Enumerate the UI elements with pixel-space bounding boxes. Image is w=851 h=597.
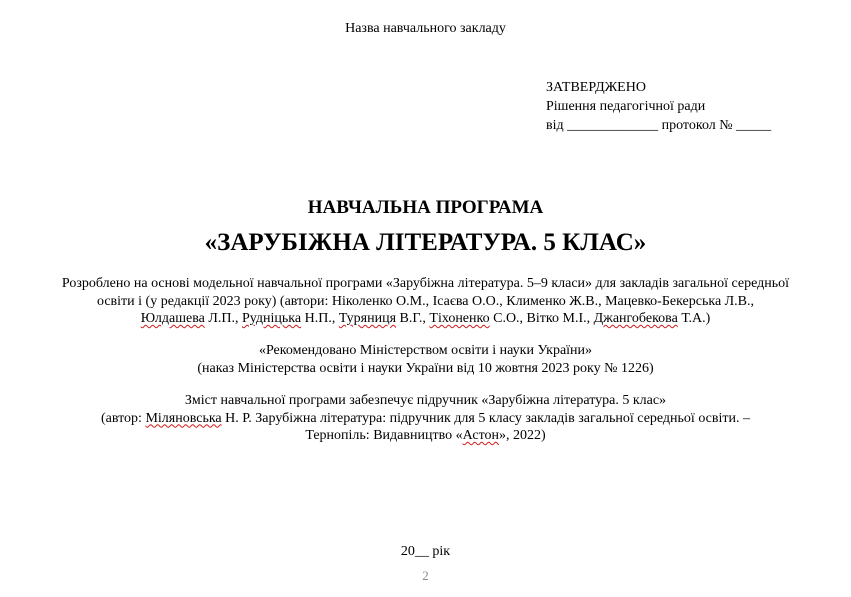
textbook-paragraph [0,392,851,445]
author-name-spellcheck: Рудніцька [242,311,302,326]
program-title: НАВЧАЛЬНА ПРОГРАМА [307,197,544,218]
development-line-2 [0,293,851,311]
author-name-spellcheck: Туряниця [338,311,397,326]
textbook-text: Н. Р. Зарубіжна література: підручник для 5 класу закладів загальної середньої освіти. – [221,410,750,426]
textbook-line-3 [0,427,851,445]
development-paragraph [0,275,851,328]
approval-heading: ЗАТВЕРДЖЕНО [546,80,646,95]
textbook-text: », 2022) [499,428,546,443]
author-name-spellcheck: Джангобекова [593,311,678,326]
approval-protocol-line: від _____________ протокол № _____ [546,118,772,133]
textbook-line-2 [0,410,851,428]
course-title: «ЗАРУБІЖНА ЛІТЕРАТУРА. 5 КЛАС» [204,229,647,256]
development-line-2-text: освіти і (у редакції 2023 року) (автори: Ніколенко О.М., Ісаєва О.О., Клименко Ж.В., Мацевко-Бекерська Л.В., [96,293,754,309]
development-line-3 [0,310,851,328]
approval-council-decision: Рішення педагогічної ради [546,99,706,114]
institution-name-placeholder: Назва навчального закладу [345,21,506,36]
textbook-text: (автор: [100,410,146,426]
development-text: Н.П., [301,311,339,326]
author-name-spellcheck: Тіхоненко [429,311,490,326]
year-placeholder: 20__ рік [400,544,451,559]
author-name-spellcheck: Юлдашева [140,311,205,326]
development-text: В.Г., [396,311,430,326]
textbook-text: Тернопіль: Видавництво « [305,428,463,443]
development-text: С.О., Вітко М.І., [489,311,594,326]
recommendation-paragraph [0,342,851,377]
development-text: Т.А.) [677,311,711,326]
development-line-1: Розроблено на основі модельної навчальної програми «Зарубіжна література. 5–9 класи» для закладів загальної середньої [61,276,790,291]
approval-block [546,78,771,135]
author-name-spellcheck: Міляновська [145,410,222,426]
page-number: 2 [422,568,429,583]
recommendation-line-2: (наказ Міністерства освіти і науки України від 10 жовтня 2023 року № 1226) [197,360,654,376]
development-text: Л.П., [204,311,242,326]
publisher-name-spellcheck: Астон [462,428,499,443]
recommendation-line-1: «Рекомендовано Міністерством освіти і науки України» [258,343,593,358]
textbook-line-1: Зміст навчальної програми забезпечує підручник «Зарубіжна література. 5 клас» [184,393,667,408]
